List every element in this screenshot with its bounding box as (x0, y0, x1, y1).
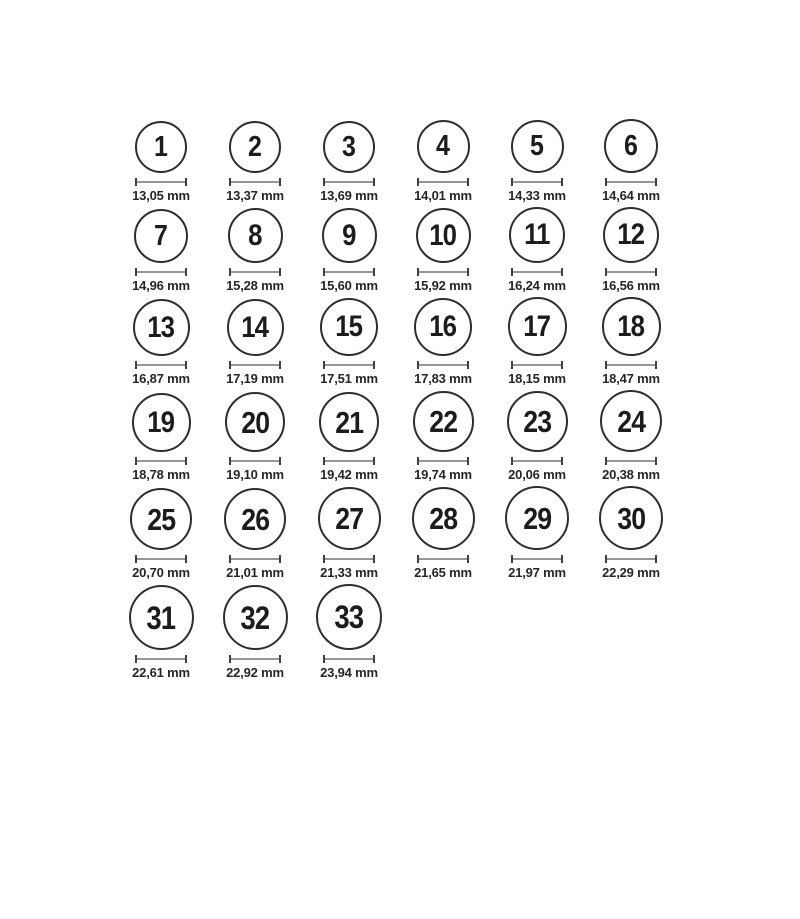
diameter-measure-line (229, 555, 281, 563)
ring-size-cell (490, 486, 584, 580)
ring-size-cell (302, 487, 396, 580)
ring-size-cell (396, 120, 490, 203)
diameter-label: 17,19 mm (226, 371, 284, 386)
ring-size-cell (114, 299, 208, 386)
ring-size-number: 16 (429, 310, 457, 343)
diameter-measure-line (417, 555, 469, 563)
ring-size-cell (208, 208, 302, 293)
diameter-measure-line (135, 655, 187, 663)
ring-size-cell (396, 208, 490, 293)
ring-size-number: 12 (617, 218, 645, 251)
ring-circle (135, 121, 187, 173)
diameter-label: 18,15 mm (508, 371, 566, 386)
ring-size-number: 9 (342, 218, 356, 252)
ring-circle (130, 488, 192, 550)
ring-size-cell (490, 207, 584, 293)
ring-size-number: 23 (523, 404, 551, 439)
ring-size-cell (208, 585, 302, 680)
diameter-label: 14,33 mm (508, 188, 566, 203)
ring-size-cell (208, 392, 302, 482)
diameter-measure-line (417, 361, 469, 369)
diameter-label: 14,64 mm (602, 188, 660, 203)
ring-size-number: 30 (617, 500, 645, 536)
ring-size-number: 14 (241, 310, 269, 344)
diameter-measure-line (135, 178, 187, 186)
ring-circle (224, 488, 286, 550)
ring-size-number: 32 (240, 599, 270, 636)
ring-circle (322, 208, 377, 263)
ring-circle (229, 121, 281, 173)
ring-circle (603, 207, 659, 263)
diameter-label: 15,28 mm (226, 278, 284, 293)
ring-size-number: 33 (334, 599, 364, 635)
ring-size-cell (584, 207, 678, 293)
ring-size-number: 10 (429, 218, 457, 252)
ring-size-number: 18 (617, 309, 645, 343)
ring-circle (507, 391, 568, 452)
ring-circle (416, 208, 471, 263)
ring-size-number: 31 (146, 599, 176, 636)
ring-circle (318, 487, 381, 550)
ring-size-cell (584, 486, 678, 580)
diameter-label: 19,74 mm (414, 467, 472, 482)
ring-size-number: 19 (147, 405, 175, 439)
ring-size-chart (114, 119, 678, 680)
ring-circle (134, 209, 188, 263)
diameter-measure-line (323, 555, 375, 563)
ring-size-cell (208, 488, 302, 580)
ring-circle (508, 297, 567, 356)
ring-size-number: 8 (248, 218, 262, 252)
ring-size-number: 29 (523, 500, 551, 536)
ring-circle (600, 390, 662, 452)
diameter-label: 14,96 mm (132, 278, 190, 293)
diameter-measure-line (511, 268, 563, 276)
diameter-label: 22,92 mm (226, 665, 284, 680)
diameter-measure-line (229, 457, 281, 465)
ring-size-number: 7 (154, 219, 168, 252)
diameter-label: 15,92 mm (414, 278, 472, 293)
ring-size-number: 26 (241, 501, 269, 537)
diameter-measure-line (605, 268, 657, 276)
ring-size-number: 24 (617, 403, 645, 439)
diameter-label: 17,83 mm (414, 371, 472, 386)
ring-circle (225, 392, 285, 452)
ring-circle (509, 207, 565, 263)
ring-size-cell (302, 298, 396, 386)
ring-size-cell (396, 298, 490, 386)
ring-size-cell (302, 208, 396, 293)
ring-size-row (114, 297, 678, 386)
ring-size-row (114, 390, 678, 482)
diameter-label: 14,01 mm (414, 188, 472, 203)
ring-size-cell (208, 299, 302, 386)
diameter-measure-line (605, 178, 657, 186)
ring-size-number: 1 (154, 130, 168, 163)
diameter-measure-line (511, 361, 563, 369)
ring-size-number: 27 (335, 501, 363, 536)
ring-size-cell (584, 119, 678, 203)
diameter-label: 21,65 mm (414, 565, 472, 580)
diameter-label: 23,94 mm (320, 665, 378, 680)
diameter-measure-line (605, 555, 657, 563)
ring-size-number: 15 (335, 310, 363, 343)
ring-size-cell (490, 391, 584, 482)
ring-size-number: 11 (524, 218, 550, 251)
ring-circle (320, 298, 378, 356)
ring-size-number: 25 (147, 501, 175, 537)
diameter-label: 20,70 mm (132, 565, 190, 580)
diameter-label: 13,37 mm (226, 188, 284, 203)
ring-circle (319, 392, 379, 452)
ring-circle (505, 486, 569, 550)
diameter-label: 16,87 mm (132, 371, 190, 386)
diameter-label: 16,24 mm (508, 278, 566, 293)
diameter-measure-line (229, 361, 281, 369)
ring-size-row (114, 584, 678, 680)
ring-circle (414, 298, 472, 356)
diameter-measure-line (229, 655, 281, 663)
ring-circle (412, 487, 475, 550)
ring-circle (599, 486, 663, 550)
ring-circle (223, 585, 288, 650)
diameter-label: 21,33 mm (320, 565, 378, 580)
ring-circle (132, 393, 191, 452)
diameter-label: 17,51 mm (320, 371, 378, 386)
diameter-measure-line (135, 457, 187, 465)
diameter-measure-line (323, 457, 375, 465)
ring-size-number: 2 (248, 130, 262, 163)
diameter-measure-line (135, 361, 187, 369)
ring-size-cell (584, 297, 678, 386)
diameter-measure-line (417, 268, 469, 276)
ring-size-cell (490, 297, 584, 386)
ring-circle (129, 585, 194, 650)
diameter-label: 20,38 mm (602, 467, 660, 482)
ring-circle (511, 120, 564, 173)
ring-size-row (114, 486, 678, 580)
ring-circle (323, 121, 375, 173)
diameter-label: 19,10 mm (226, 467, 284, 482)
diameter-measure-line (229, 178, 281, 186)
ring-size-cell (584, 390, 678, 482)
ring-size-number: 4 (436, 130, 450, 162)
diameter-measure-line (511, 178, 563, 186)
ring-circle (417, 120, 470, 173)
ring-size-row (114, 207, 678, 293)
diameter-measure-line (323, 178, 375, 186)
ring-circle (228, 208, 283, 263)
diameter-label: 21,01 mm (226, 565, 284, 580)
ring-size-number: 28 (429, 501, 457, 536)
diameter-measure-line (135, 268, 187, 276)
ring-size-cell (114, 585, 208, 680)
ring-size-cell (396, 487, 490, 580)
diameter-label: 19,42 mm (320, 467, 378, 482)
diameter-label: 18,78 mm (132, 467, 190, 482)
diameter-measure-line (323, 268, 375, 276)
diameter-label: 15,60 mm (320, 278, 378, 293)
ring-size-cell (396, 391, 490, 482)
diameter-measure-line (229, 268, 281, 276)
ring-size-number: 6 (624, 129, 638, 162)
ring-size-number: 5 (530, 130, 544, 162)
ring-size-number: 22 (429, 404, 457, 439)
ring-size-number: 21 (335, 404, 363, 440)
ring-size-number: 13 (147, 310, 175, 344)
diameter-measure-line (511, 555, 563, 563)
diameter-label: 13,05 mm (132, 188, 190, 203)
diameter-label: 20,06 mm (508, 467, 566, 482)
diameter-measure-line (323, 361, 375, 369)
ring-size-cell (302, 392, 396, 482)
diameter-measure-line (605, 457, 657, 465)
diameter-label: 21,97 mm (508, 565, 566, 580)
ring-size-cell (114, 393, 208, 482)
ring-size-cell (114, 488, 208, 580)
ring-circle (227, 299, 284, 356)
diameter-label: 16,56 mm (602, 278, 660, 293)
ring-circle (133, 299, 190, 356)
diameter-label: 13,69 mm (320, 188, 378, 203)
diameter-label: 22,61 mm (132, 665, 190, 680)
diameter-label: 22,29 mm (602, 565, 660, 580)
diameter-label: 18,47 mm (602, 371, 660, 386)
ring-circle (413, 391, 474, 452)
ring-size-cell (208, 121, 302, 203)
ring-size-number: 3 (342, 130, 356, 163)
ring-size-number: 17 (523, 309, 551, 343)
ring-size-cell (302, 121, 396, 203)
ring-size-cell (114, 121, 208, 203)
ring-circle (602, 297, 661, 356)
diameter-measure-line (135, 555, 187, 563)
ring-size-row (114, 119, 678, 203)
diameter-measure-line (323, 655, 375, 663)
diameter-measure-line (417, 457, 469, 465)
ring-circle (604, 119, 658, 173)
ring-size-cell (302, 584, 396, 680)
ring-size-cell (114, 209, 208, 293)
ring-size-number: 20 (241, 404, 269, 440)
diameter-measure-line (511, 457, 563, 465)
ring-circle (316, 584, 382, 650)
ring-size-cell (490, 120, 584, 203)
diameter-measure-line (417, 178, 469, 186)
diameter-measure-line (605, 361, 657, 369)
